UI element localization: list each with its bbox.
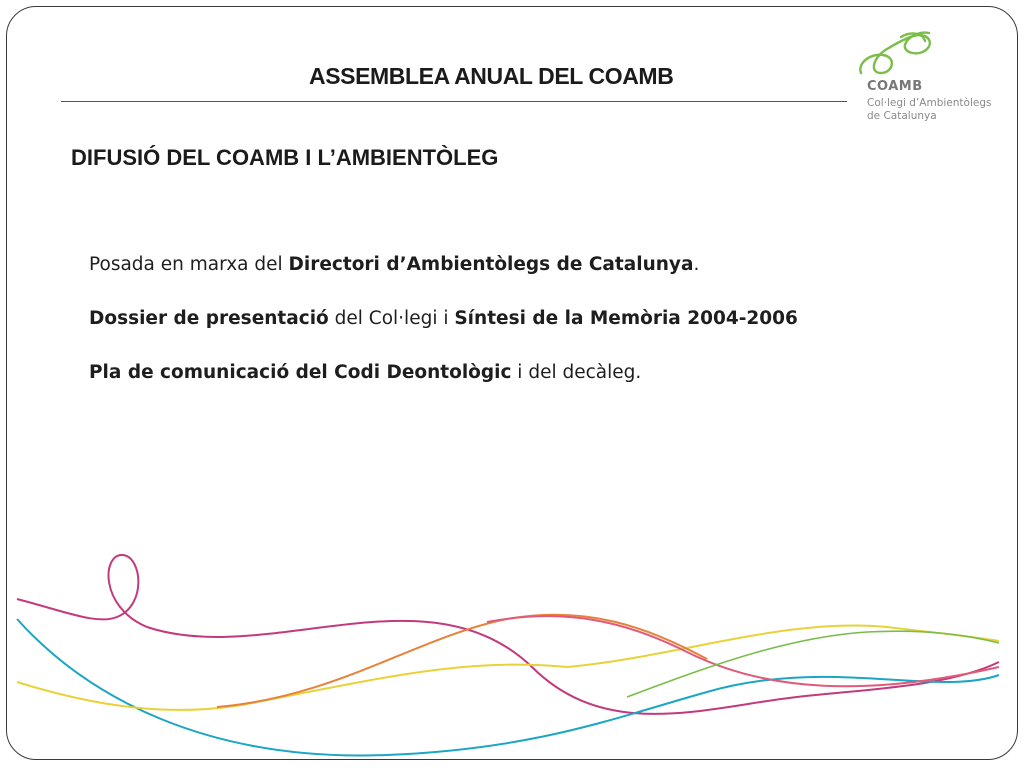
logo-tagline-1: Col·legi d’Ambientòlegs xyxy=(867,97,992,109)
bullet-text-bold: Pla de comunicació del Codi Deontològic xyxy=(89,362,512,383)
wave-green xyxy=(627,631,999,697)
slide-title: ASSEMBLEA ANUAL DEL COAMB xyxy=(309,63,674,89)
wave-red xyxy=(487,616,999,686)
bullet-text-bold: Directori d’Ambientòlegs de Catalunya xyxy=(288,254,694,275)
wave-yellow xyxy=(17,625,999,710)
wave-cyan xyxy=(17,619,999,756)
logo-tagline-2: de Catalunya xyxy=(867,110,937,122)
logo-loops-icon xyxy=(853,27,943,79)
logo-name: COAMB xyxy=(867,79,923,94)
coamb-logo xyxy=(853,27,1003,122)
bullet-item xyxy=(89,359,798,413)
bullet-text: i del decàleg. xyxy=(511,362,642,383)
bullet-text-bold: Síntesi de la Memòria 2004-2006 xyxy=(454,308,798,329)
wave-magenta xyxy=(17,555,999,714)
bullet-text: Posada en marxa del xyxy=(89,254,289,275)
bullet-text-bold: Dossier de presentació xyxy=(89,308,329,329)
bullet-list xyxy=(89,251,798,413)
slide xyxy=(6,6,1018,760)
bullet-text: . xyxy=(693,254,700,275)
title-divider xyxy=(61,101,847,102)
bullet-item xyxy=(89,251,798,305)
bullet-text: del Col·legi i xyxy=(328,308,455,329)
slide-subtitle: DIFUSIÓ DEL COAMB I L’AMBIENTÒLEG xyxy=(71,145,499,170)
bullet-item xyxy=(89,305,798,359)
